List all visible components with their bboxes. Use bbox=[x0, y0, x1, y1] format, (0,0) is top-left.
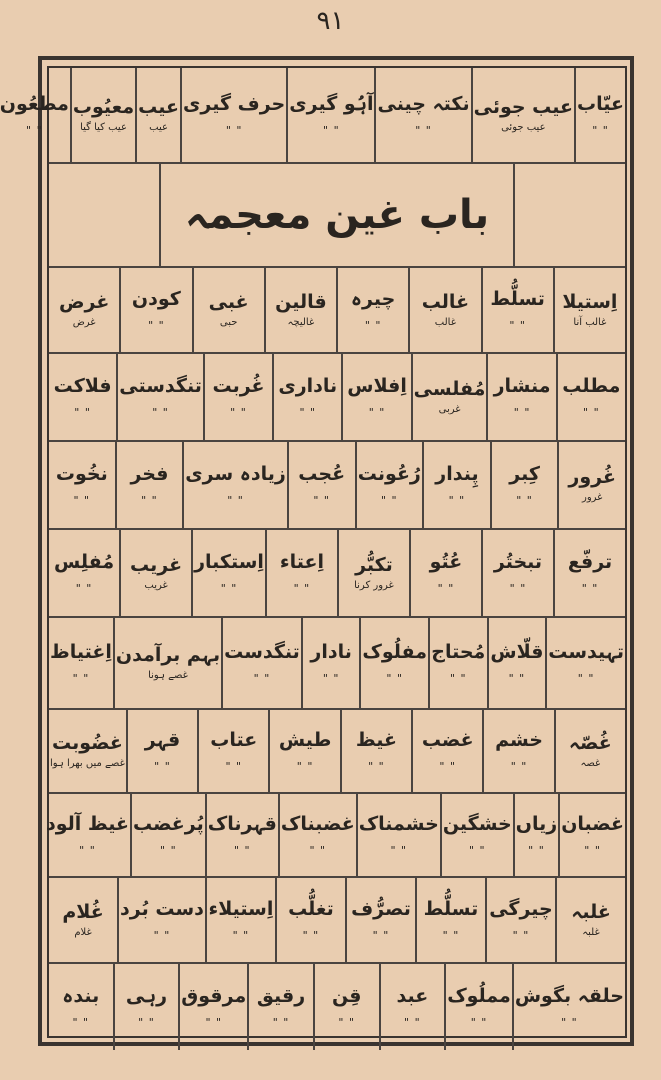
word: قہر bbox=[144, 729, 181, 752]
word-cell: عیّاب " " bbox=[574, 68, 625, 162]
word-cell bbox=[408, 268, 480, 352]
ditto-mark: " " bbox=[138, 1015, 155, 1029]
ditto-mark: " " bbox=[439, 759, 457, 773]
word-cell bbox=[415, 878, 485, 962]
ditto-mark: " " bbox=[152, 405, 169, 419]
word: چیرہ bbox=[350, 288, 396, 311]
word-cell bbox=[486, 354, 555, 440]
word-cell bbox=[554, 710, 625, 792]
ditto-mark: " " bbox=[293, 581, 311, 595]
table-row bbox=[49, 442, 625, 530]
word-cell bbox=[49, 618, 113, 708]
word: پُرغضب bbox=[132, 813, 204, 836]
word-cell bbox=[203, 354, 272, 440]
word-cell bbox=[512, 964, 625, 1050]
ditto-mark: " " bbox=[390, 843, 408, 857]
ditto-mark: " " bbox=[404, 1015, 421, 1029]
gloss: غالب bbox=[434, 317, 456, 329]
word-cell bbox=[49, 530, 119, 616]
ditto-mark: " " bbox=[234, 843, 251, 857]
word-cell bbox=[49, 354, 116, 440]
word: بہم برآمدن bbox=[115, 643, 221, 666]
word: مفلُوک bbox=[362, 641, 427, 664]
word-cell bbox=[356, 794, 440, 876]
word-cell bbox=[182, 442, 287, 528]
word: تغلُّب bbox=[288, 898, 334, 921]
gloss: غصے میں بھرا ہوا bbox=[50, 758, 125, 770]
ditto-mark: " " bbox=[220, 581, 238, 595]
word: حلقہ بگوش bbox=[514, 985, 624, 1008]
word: منشار bbox=[493, 375, 551, 398]
word: غُصّہ bbox=[568, 731, 612, 754]
word: مُفلِس bbox=[54, 551, 115, 574]
ditto-mark: " " bbox=[73, 493, 91, 507]
word-cell bbox=[287, 442, 355, 528]
ditto-mark: " " bbox=[437, 581, 455, 595]
ditto-mark: " " bbox=[299, 405, 317, 419]
ditto-mark: " " bbox=[72, 1015, 90, 1029]
word: تکبُّر bbox=[355, 553, 393, 576]
ditto-mark: " " bbox=[442, 928, 460, 942]
word: غیظ bbox=[355, 729, 397, 752]
header-side-cell bbox=[513, 164, 625, 266]
word-cell bbox=[49, 878, 117, 962]
gloss: غلبہ bbox=[582, 927, 600, 939]
word-cell bbox=[205, 878, 275, 962]
word: عُتُو bbox=[429, 551, 463, 574]
word: خشمناک bbox=[358, 813, 439, 836]
ditto-mark: " " bbox=[72, 671, 90, 685]
word-cell: معیُوب عیب کیا گیا bbox=[70, 68, 135, 162]
word-cell bbox=[481, 268, 553, 352]
word-cell: آہُو گیری " " bbox=[286, 68, 374, 162]
word-cell bbox=[264, 268, 336, 352]
word-cell bbox=[485, 878, 555, 962]
word-cell bbox=[490, 442, 558, 528]
word-cell bbox=[553, 268, 625, 352]
table-row bbox=[49, 530, 625, 618]
word-cell bbox=[301, 618, 360, 708]
table-row bbox=[49, 710, 625, 794]
ditto-mark: " " bbox=[232, 928, 250, 942]
ditto-mark: " " bbox=[153, 928, 171, 942]
gloss: غالب آنا bbox=[573, 317, 607, 329]
ditto-mark: " " bbox=[510, 759, 528, 773]
word-cell bbox=[116, 354, 203, 440]
word-table bbox=[0, 66, 627, 1038]
word: غضبان bbox=[561, 813, 624, 836]
word: عتاب bbox=[210, 729, 258, 752]
word-cell bbox=[513, 794, 558, 876]
word-cell bbox=[379, 964, 445, 1050]
word-cell bbox=[336, 268, 408, 352]
word-cell bbox=[275, 878, 345, 962]
word-cell bbox=[411, 710, 482, 792]
word: غضُوبت bbox=[51, 731, 123, 754]
table-row bbox=[49, 878, 625, 964]
word-cell bbox=[192, 268, 264, 352]
ditto-mark: " " bbox=[368, 405, 386, 419]
word-cell bbox=[444, 964, 512, 1050]
word: ناداری bbox=[278, 375, 338, 398]
word-cell bbox=[191, 530, 265, 616]
word-cell bbox=[126, 710, 197, 792]
word: خشم bbox=[495, 729, 543, 752]
word-cell bbox=[178, 964, 247, 1050]
word-cell bbox=[221, 618, 301, 708]
ditto-mark: " " bbox=[583, 405, 600, 419]
word-cell bbox=[545, 618, 625, 708]
word-cell bbox=[119, 530, 191, 616]
ditto-mark: " " bbox=[584, 843, 601, 857]
word-cell: عیب عیب bbox=[135, 68, 180, 162]
word: طیش bbox=[278, 729, 332, 752]
word: قہرناک bbox=[207, 813, 277, 836]
word-cell bbox=[278, 794, 356, 876]
word-cell bbox=[130, 794, 205, 876]
word: غریب bbox=[130, 553, 183, 576]
word: غضب bbox=[421, 729, 474, 752]
word: عُجب bbox=[298, 463, 346, 486]
word: اِغتیاظ bbox=[50, 641, 112, 664]
word: تسلُّط bbox=[490, 288, 545, 311]
word-cell bbox=[355, 442, 423, 528]
ditto-mark: " " bbox=[470, 1015, 488, 1029]
word-cell bbox=[411, 354, 487, 440]
word: غُربت bbox=[212, 375, 265, 398]
gloss: غلام bbox=[74, 927, 92, 939]
word: دست بُرد bbox=[120, 898, 204, 921]
word: غبی bbox=[208, 290, 249, 313]
ditto-mark: " " bbox=[516, 493, 533, 507]
word: زیاں bbox=[515, 813, 558, 836]
ditto-mark: " " bbox=[253, 671, 271, 685]
word-cell: حرف گیری " " bbox=[180, 68, 286, 162]
word: بندہ bbox=[62, 985, 100, 1008]
word-cell bbox=[272, 354, 341, 440]
word-cell bbox=[247, 964, 313, 1050]
ditto-mark: " " bbox=[141, 493, 158, 507]
word-cell bbox=[205, 794, 278, 876]
ditto-mark: " " bbox=[205, 1015, 223, 1029]
gloss: غرض bbox=[72, 317, 96, 329]
word-cell bbox=[557, 442, 625, 528]
table-row bbox=[49, 354, 625, 442]
word: پِندار bbox=[435, 463, 479, 486]
word: مُفلسی bbox=[413, 377, 486, 400]
word-cell bbox=[558, 794, 625, 876]
word-cell bbox=[440, 794, 513, 876]
ditto-mark: " " bbox=[509, 318, 526, 332]
word: رقیق bbox=[256, 985, 306, 1008]
word: خشگین bbox=[442, 813, 512, 836]
word-cell bbox=[115, 442, 183, 528]
ditto-mark: " " bbox=[338, 1015, 356, 1029]
word: اِستکبار bbox=[194, 551, 264, 574]
word: تصرُّف bbox=[351, 898, 411, 921]
ditto-mark: " " bbox=[364, 318, 382, 332]
word-cell bbox=[45, 794, 130, 876]
word: غُرور bbox=[568, 465, 616, 488]
gloss: غربی bbox=[438, 404, 461, 416]
word: اِفلاس bbox=[347, 375, 407, 398]
word: مرقوق bbox=[181, 985, 247, 1008]
ditto-mark: " " bbox=[79, 843, 96, 857]
word-cell bbox=[555, 878, 625, 962]
gloss: غالیچہ bbox=[287, 317, 315, 329]
ditto-mark: " " bbox=[448, 493, 466, 507]
ditto-mark: " " bbox=[386, 671, 404, 685]
word-cell bbox=[265, 530, 337, 616]
word: عبد bbox=[396, 985, 429, 1008]
gloss: غریب bbox=[144, 580, 168, 592]
word-cell bbox=[113, 618, 221, 708]
ditto-mark: " " bbox=[313, 493, 330, 507]
ditto-mark: " " bbox=[381, 493, 398, 507]
word-cell bbox=[49, 710, 126, 792]
word: اِستیلا bbox=[562, 290, 618, 313]
ditto-mark: " " bbox=[296, 759, 314, 773]
ditto-mark: " " bbox=[148, 318, 165, 332]
ditto-mark: " " bbox=[322, 671, 340, 685]
ditto-mark: " " bbox=[468, 843, 486, 857]
word: قالین bbox=[275, 290, 327, 313]
word: فخر bbox=[130, 463, 169, 486]
word: رُعُونت bbox=[357, 463, 421, 486]
word-cell bbox=[409, 530, 481, 616]
word-cell bbox=[313, 964, 379, 1050]
word: مُحتاج bbox=[431, 641, 486, 664]
ditto-mark: " " bbox=[509, 581, 527, 595]
word: غرض bbox=[58, 290, 110, 313]
word-cell bbox=[268, 710, 339, 792]
section-title: باب غین معجمہ bbox=[184, 192, 490, 238]
word-cell bbox=[117, 878, 205, 962]
word-cell bbox=[359, 618, 428, 708]
section-header-row bbox=[49, 164, 625, 268]
word: چیرگی bbox=[489, 898, 553, 921]
table-row bbox=[45, 794, 625, 878]
word: نادار bbox=[310, 641, 352, 664]
gloss: غرور کرنا bbox=[354, 580, 394, 592]
word-cell: عیب جوئی عیب جوئی bbox=[471, 68, 574, 162]
word: قلّاش bbox=[490, 641, 544, 664]
table-row bbox=[49, 964, 625, 1050]
ditto-mark: " " bbox=[154, 759, 171, 773]
ditto-mark: " " bbox=[513, 405, 531, 419]
header-side-cell bbox=[49, 164, 161, 266]
word-cell bbox=[481, 530, 553, 616]
word: نخُوت bbox=[55, 463, 108, 486]
ditto-mark: " " bbox=[230, 405, 247, 419]
ditto-mark: " " bbox=[581, 581, 599, 595]
word: غُلام bbox=[62, 900, 104, 923]
ditto-mark: " " bbox=[577, 671, 595, 685]
word-cell bbox=[553, 530, 625, 616]
gloss: غصے ہونا bbox=[148, 670, 188, 682]
ditto-mark: " " bbox=[227, 493, 244, 507]
word-cell bbox=[345, 878, 415, 962]
data-rows bbox=[45, 268, 625, 1050]
word-cell bbox=[113, 964, 179, 1050]
word: غلبہ bbox=[571, 900, 611, 923]
word: تبختُر bbox=[493, 551, 543, 574]
word: غیظ آلود bbox=[45, 813, 129, 836]
word-cell bbox=[482, 710, 553, 792]
word-cell bbox=[119, 268, 191, 352]
word-cell bbox=[49, 964, 113, 1050]
ditto-mark: " " bbox=[160, 843, 177, 857]
word-cell bbox=[422, 442, 490, 528]
word-cell bbox=[487, 618, 546, 708]
word: تسلُّط bbox=[423, 898, 479, 921]
ditto-mark: " " bbox=[272, 1015, 290, 1029]
word-cell: نکتہ چینی " " bbox=[374, 68, 470, 162]
word: تنگدست bbox=[224, 641, 300, 664]
ditto-mark: " " bbox=[449, 671, 467, 685]
word: مطلب bbox=[562, 375, 621, 398]
word-cell: مطعُون " " bbox=[0, 93, 69, 137]
gloss: حبی bbox=[219, 317, 238, 329]
word-cell bbox=[340, 710, 411, 792]
ditto-mark: " " bbox=[302, 928, 320, 942]
word: تنگدستی bbox=[119, 375, 202, 398]
word-cell bbox=[49, 268, 119, 352]
ditto-mark: " " bbox=[368, 759, 385, 773]
word: ترفّع bbox=[567, 551, 613, 574]
table-row-top bbox=[0, 68, 625, 164]
gloss: غرور bbox=[581, 492, 603, 504]
word-cell bbox=[337, 530, 409, 616]
word: اِعتاء bbox=[279, 551, 324, 574]
gloss: غصہ bbox=[580, 758, 601, 770]
ditto-mark: " " bbox=[372, 928, 390, 942]
ditto-mark: " " bbox=[528, 843, 545, 857]
word: فلاکت bbox=[53, 375, 112, 398]
page-number: ۹۱ bbox=[316, 6, 345, 36]
word: تہیدست bbox=[548, 641, 624, 664]
word: غالب bbox=[421, 290, 470, 313]
ditto-mark: " " bbox=[75, 581, 93, 595]
word: زیادہ سری bbox=[185, 463, 286, 486]
word-cell bbox=[341, 354, 410, 440]
word-cell bbox=[49, 442, 115, 528]
word: رہی bbox=[125, 985, 168, 1008]
table-row bbox=[49, 268, 625, 354]
table-row bbox=[49, 618, 625, 710]
word: کِبر bbox=[509, 463, 540, 486]
word: کودن bbox=[131, 288, 181, 311]
ditto-mark: " " bbox=[74, 405, 91, 419]
ditto-mark: " " bbox=[225, 759, 243, 773]
ditto-mark: " " bbox=[508, 671, 526, 685]
word-cell bbox=[197, 710, 268, 792]
ditto-mark: " " bbox=[309, 843, 327, 857]
word-cell bbox=[556, 354, 625, 440]
word: غضبناک bbox=[280, 813, 355, 836]
word: مملُوک bbox=[447, 985, 511, 1008]
ditto-mark: " " bbox=[561, 1015, 578, 1029]
ditto-mark: " " bbox=[512, 928, 530, 942]
word-cell bbox=[428, 618, 487, 708]
word: اِستیلاء bbox=[208, 898, 274, 921]
word: قِن bbox=[331, 985, 362, 1008]
